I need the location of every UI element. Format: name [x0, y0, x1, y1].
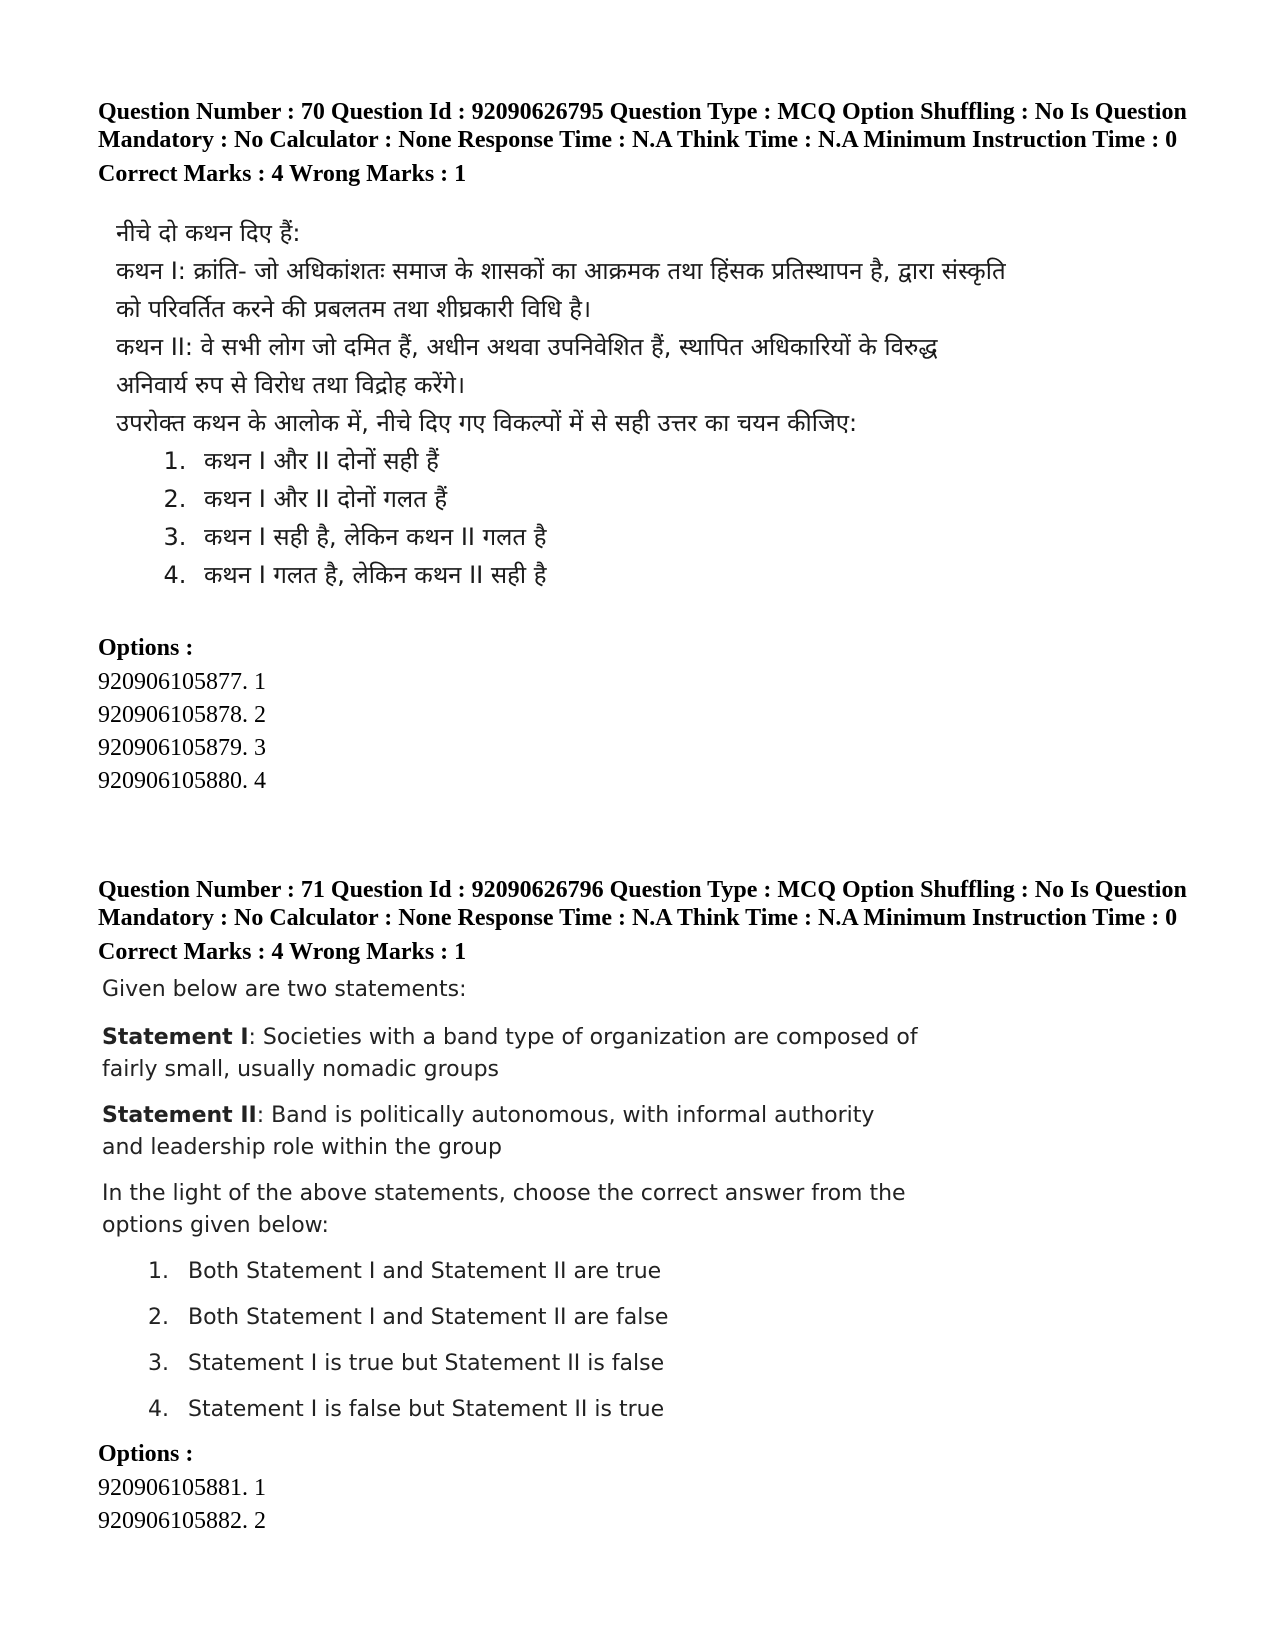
- question-70: [98, 98, 1188, 798]
- choice-list: [116, 442, 1016, 594]
- options-section: [98, 634, 1188, 798]
- question-prompt: उपरोक्त कथन के आलोक में, नीचे दिए गए विकल्पों में से सही उत्तर का चयन कीजिए:: [116, 409, 858, 437]
- choice-item: 1. Both Statement I and Statement II are true: [176, 1256, 922, 1288]
- statement-2-label: Statement II: [102, 1103, 257, 1128]
- question-body: [102, 974, 922, 1426]
- options-section: [98, 1440, 1188, 1538]
- option-item: 920906105877. 1: [98, 669, 266, 695]
- choice-item: 2. कथन I और II दोनों गलत हैं: [194, 480, 1016, 518]
- choice-item: 3. कथन I सही है, लेकिन कथन II गलत है: [194, 518, 1016, 556]
- question-marks: Correct Marks : 4 Wrong Marks : 1: [98, 939, 467, 965]
- options-list: [98, 666, 1188, 798]
- choice-item: 1. कथन I और II दोनों सही हैं: [194, 442, 1016, 480]
- statement-2: कथन II: वे सभी लोग जो दमित हैं, अधीन अथवा उपनिवेशित हैं, स्थापित अधिकारियों के विरुद्ध अनिवार्य रुप से विरोध तथा विद्रोह करेंगे।: [116, 333, 938, 399]
- question-meta: Question Number : 71 Question Id : 92090626796 Question Type : MCQ Option Shuffling : No Is Question Mandatory : No Calculator : None Response Time : N.A Think Time : N.A Minimum Instruction Time : 0: [98, 877, 1187, 931]
- statement-2-text: : Band is politically autonomous, with informal authority and leadership role within the group: [102, 1103, 875, 1160]
- statement-2: [102, 1100, 922, 1164]
- option-item: 920906105881. 1: [98, 1475, 266, 1501]
- option-item: 920906105878. 2: [98, 702, 266, 728]
- choice-item: 4. कथन I गलत है, लेकिन कथन II सही है: [194, 556, 1016, 594]
- question-intro: नीचे दो कथन दिए हैं:: [116, 219, 301, 247]
- options-list: [98, 1472, 1188, 1538]
- question-prompt: In the light of the above statements, choose the correct answer from the options given below:: [102, 1181, 906, 1238]
- question-marks: Correct Marks : 4 Wrong Marks : 1: [98, 161, 467, 187]
- choice-item: 4. Statement I is false but Statement II is true: [176, 1394, 922, 1426]
- choice-list: [102, 1256, 922, 1426]
- statement-1-label: Statement I: [102, 1025, 249, 1050]
- option-item: 920906105879. 3: [98, 735, 266, 761]
- option-item: 920906105880. 4: [98, 768, 266, 794]
- question-intro: Given below are two statements:: [102, 977, 467, 1002]
- question-meta: Question Number : 70 Question Id : 92090626795 Question Type : MCQ Option Shuffling : No Is Question Mandatory : No Calculator : None Response Time : N.A Think Time : N.A Minimum Instruction Time : 0: [98, 99, 1187, 153]
- options-label: Options :: [98, 1441, 194, 1467]
- choice-item: 2. Both Statement I and Statement II are false: [176, 1302, 922, 1334]
- statement-1-text: : Societies with a band type of organization are composed of fairly small, usually nomadic groups: [102, 1025, 918, 1082]
- statement-1: [102, 1022, 922, 1086]
- option-item: 920906105882. 2: [98, 1508, 266, 1534]
- options-label: Options :: [98, 635, 194, 661]
- choice-item: 3. Statement I is true but Statement II is false: [176, 1348, 922, 1380]
- question-body: [116, 214, 1016, 594]
- statement-1: कथन I: क्रांति- जो अधिकांशतः समाज के शासकों का आक्रमक तथा हिंसक प्रतिस्थापन है, द्वारा संस्कृति को परिवर्तित करने की प्रबलतम तथा शीघ्रकारी विधि है।: [116, 257, 1006, 323]
- question-71: [98, 876, 1188, 1538]
